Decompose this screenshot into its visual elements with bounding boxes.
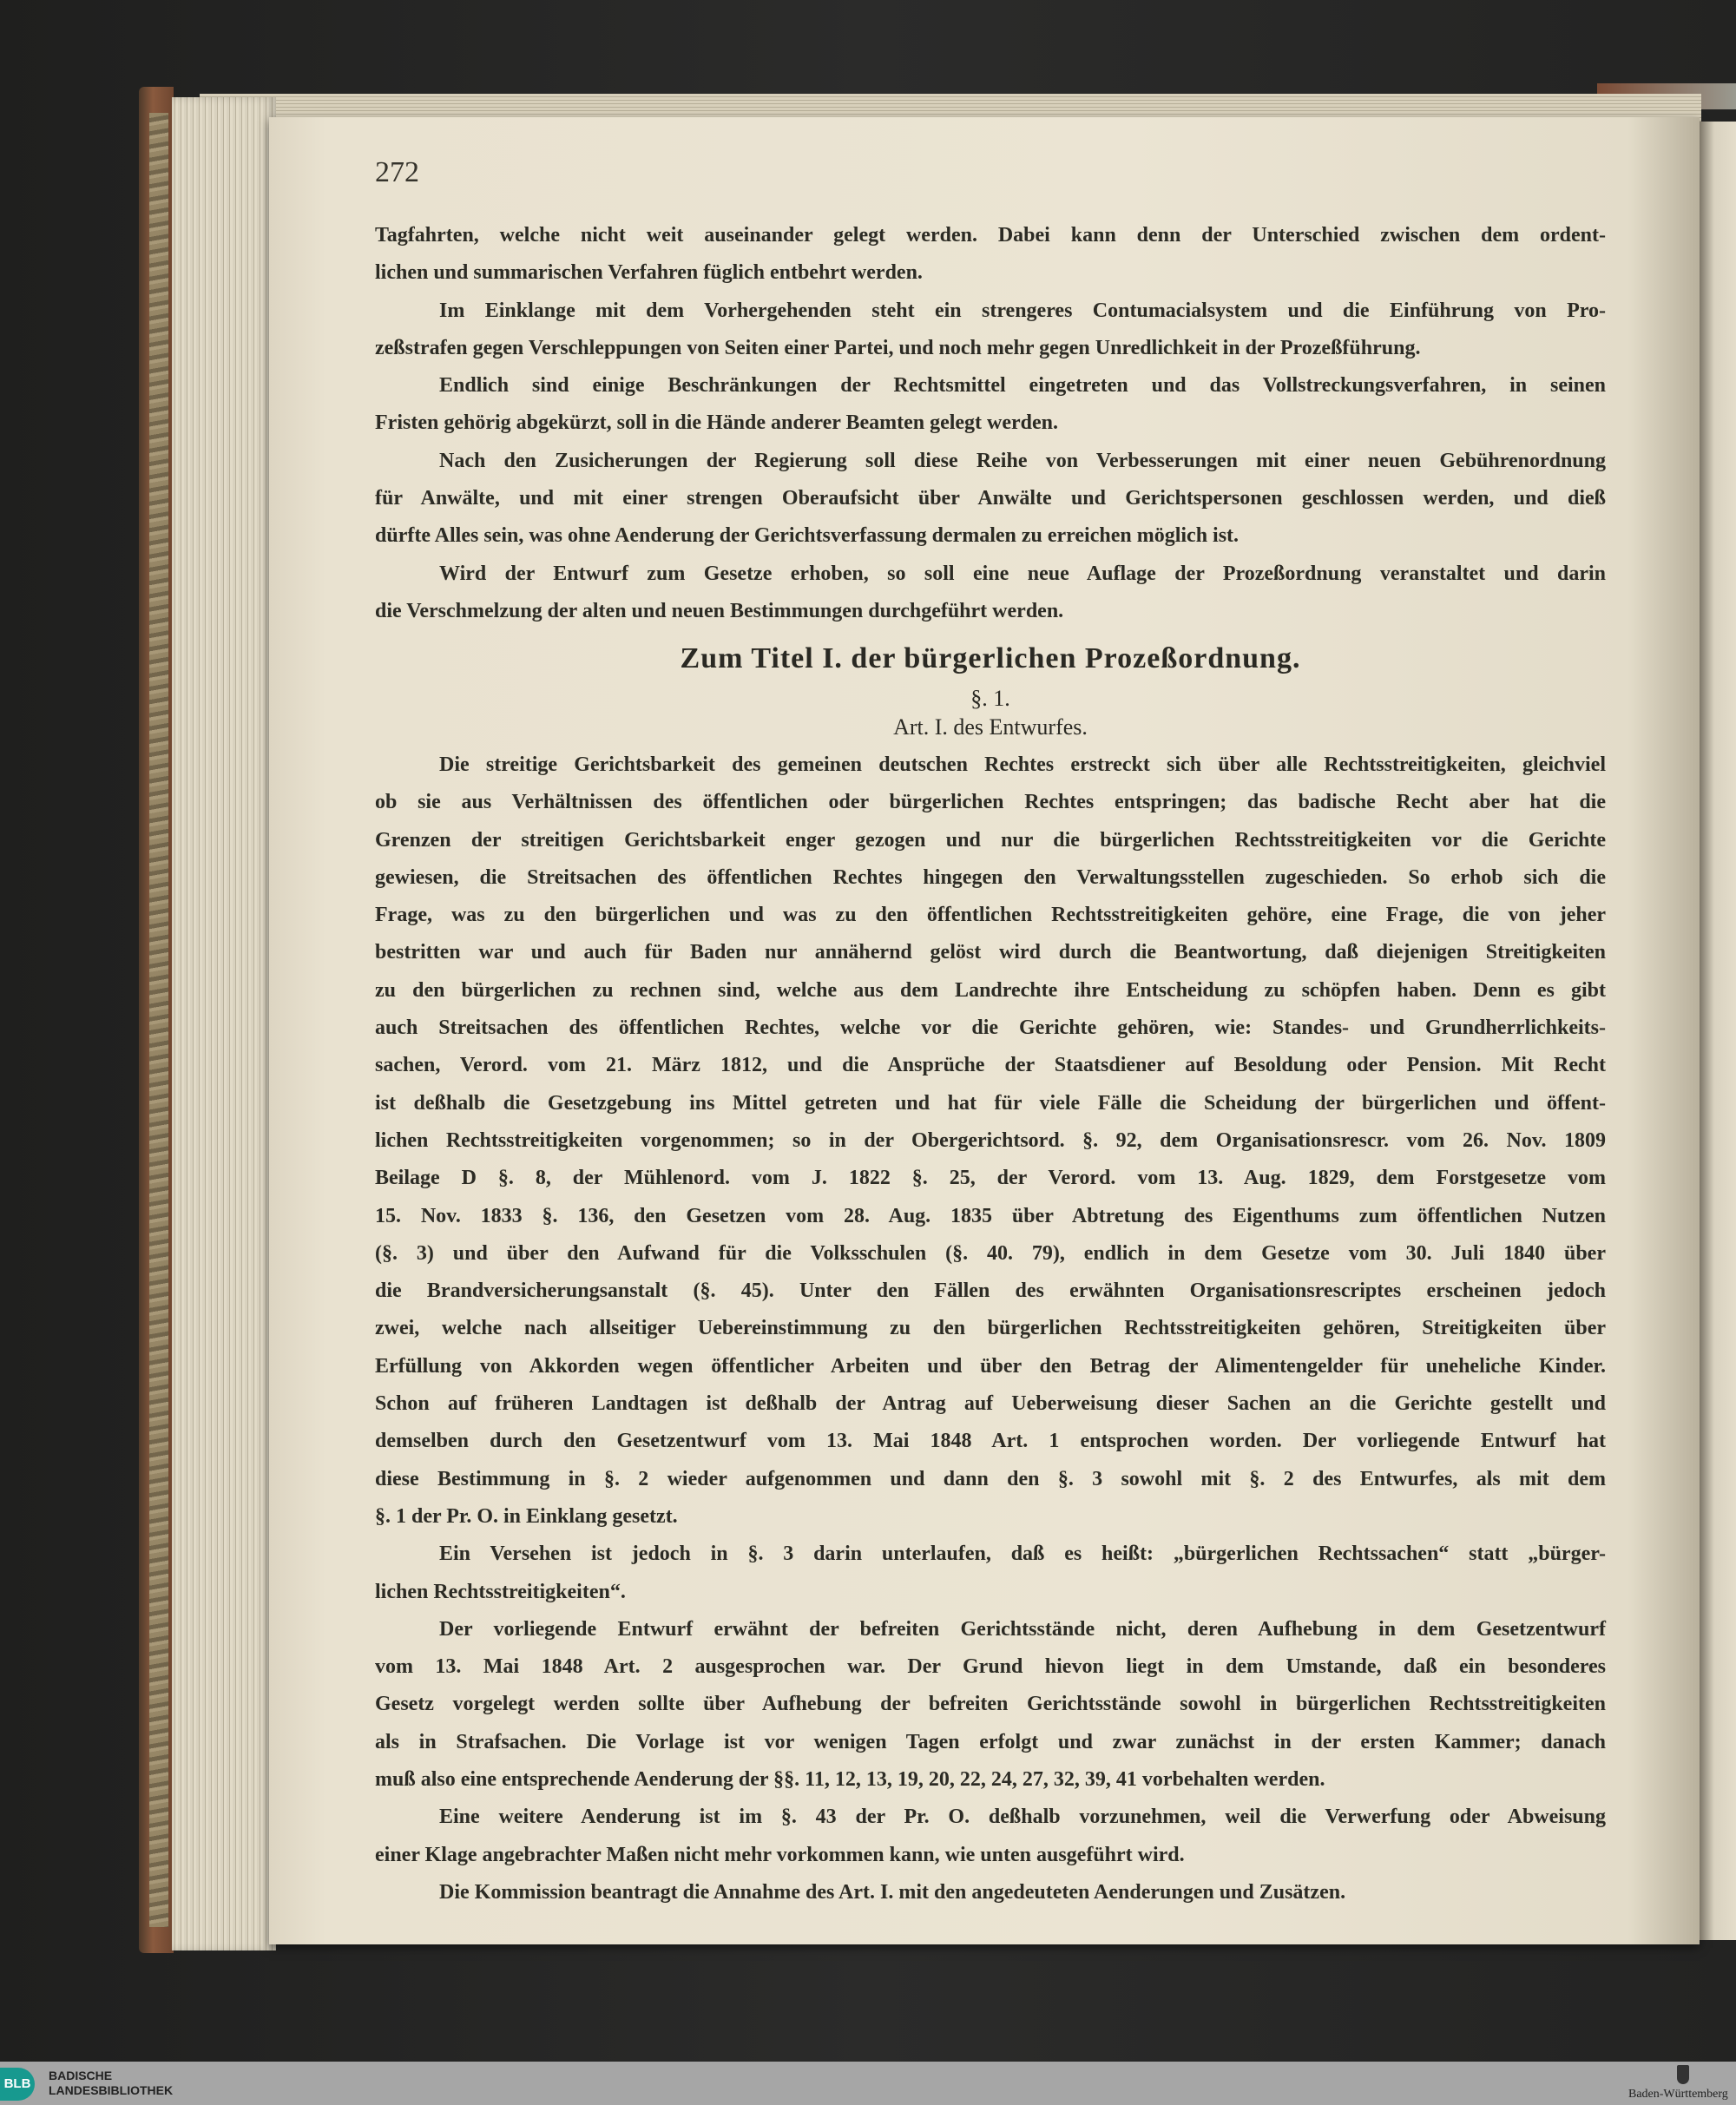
footer-bar — [0, 2062, 1736, 2105]
text-line: lichen Rechtsstreitigkeiten vorgenommen; so in der Obergerichtsord. §. 92, dem Organisationsrescr. vom 26. Nov. 1809 — [375, 1128, 1606, 1152]
paragraph — [375, 217, 1606, 293]
text-line: Beilage D §. 8, der Mühlenord. vom J. 1822 §. 25, der Verord. vom 13. Aug. 1829, dem Forstgesetze vom — [375, 1167, 1606, 1190]
text-line: §. 1 der Pr. O. in Einklang gesetzt. — [375, 1504, 678, 1528]
text-line: Wird der Entwurf zum Gesetze erhoben, so soll eine neue Auflage der Prozeßordnung veranstaltet und darin — [439, 562, 1606, 585]
text-line: muß also eine entsprechende Aenderung der §§. 11, 12, 13, 19, 20, 22, 24, 27, 32, 39, 41 vorbehalten werden. — [375, 1768, 1325, 1792]
text-line: Nach den Zusicherungen der Regierung soll diese Reihe von Verbesserungen mit einer neuen Gebührenordnung — [439, 449, 1606, 472]
paragraph — [375, 1799, 1606, 1874]
state-name: Baden-Württemberg — [1628, 2088, 1728, 2101]
library-name-line1: BADISCHE — [49, 2069, 113, 2082]
text-block-intro — [375, 217, 1606, 630]
text-block-body — [375, 747, 1606, 1911]
library-name — [49, 2069, 173, 2098]
paragraph — [375, 747, 1606, 1536]
text-line: diese Bestimmung in §. 2 wieder aufgenommen und dann den §. 3 sowohl mit §. 2 des Entwurfes, als mit dem — [375, 1467, 1606, 1490]
text-line: sachen, Verord. vom 21. März 1812, und die Ansprüche der Staatsdiener auf Besoldung oder Pension. Mit Recht — [375, 1054, 1606, 1077]
text-line: Frage, was zu den bürgerlichen und was zu den öffentlichen Rechtsstreitigkeiten gehöre, eine Frage, die von jeher — [375, 904, 1606, 927]
text-line: lichen Rechtsstreitigkeiten“. — [375, 1580, 626, 1603]
text-line: die Brandversicherungsanstalt (§. 45). Unter den Fällen des erwähnten Organisationsrescriptes erscheinen jedoch — [375, 1279, 1606, 1303]
text-line: ist deßhalb die Gesetzgebung ins Mittel getreten und hat für viele Fälle die Scheidung der bürgerlichen und öffent- — [375, 1091, 1606, 1115]
text-line: Tagfahrten, welche nicht weit auseinander gelegt werden. Dabei kann denn der Unterschied zwischen dem ordent- — [375, 224, 1606, 247]
text-line: lichen und summarischen Verfahren füglich entbehrt werden. — [375, 261, 923, 285]
text-line: dürfte Alles sein, was ohne Aenderung der Gerichtsverfassung dermalen zu erreichen möglich ist. — [375, 524, 1240, 548]
library-name-line2: LANDESBIBLIOTHEK — [49, 2083, 174, 2097]
section-article: Art. I. des Entwurfes. — [893, 714, 1088, 740]
paragraph — [375, 443, 1606, 556]
text-line: Der vorliegende Entwurf erwähnt der befreiten Gerichtsstände nicht, deren Aufhebung in dem Gesetzentwurf — [439, 1617, 1606, 1641]
facing-page-edge — [1700, 122, 1736, 1940]
paragraph — [375, 293, 1606, 368]
text-line: ob sie aus Verhältnissen des öffentlichen oder bürgerlichen Rechtes entspringen; das badische Recht aber hat die — [375, 791, 1606, 814]
text-line: bestritten war und auch für Baden nur annähernd gelöst wird durch die Beantwortung, daß diejenigen Streitigkeiten — [375, 941, 1606, 964]
text-line: Die streitige Gerichtsbarkeit des gemeinen deutschen Rechtes erstreckt sich über alle Rechtsstreitigkeiten, gleichviel — [439, 753, 1606, 776]
text-line: Fristen gehörig abgekürzt, soll in die Hände anderer Beamten gelegt werden. — [375, 411, 1059, 435]
text-line: Eine weitere Aenderung ist im §. 43 der Pr. O. deßhalb vorzunehmen, weil die Verwerfung oder Abweisung — [439, 1806, 1606, 1829]
text-line: zwei, welche nach allseitiger Uebereinstimmung zu den bürgerlichen Rechtsstreitigkeiten gehören, Streitigkeiten über — [375, 1317, 1606, 1340]
page-number: 272 — [375, 156, 419, 188]
text-line: für Anwälte, und mit einer strengen Oberaufsicht über Anwälte und Gerichtspersonen geschlossen werden, und dieß — [375, 487, 1606, 510]
text-line: demselben durch den Gesetzentwurf vom 13. Mai 1848 Art. 1 entsprochen worden. Der vorliegende Entwurf hat — [375, 1430, 1606, 1453]
text-line: 15. Nov. 1833 §. 136, den Gesetzen vom 28. Aug. 1835 über Abtretung des Eigenthums zum öffentlichen Nutzen — [375, 1204, 1606, 1227]
text-line: zu den bürgerlichen zu rechnen sind, welche aus dem Landrechte ihre Entscheidung zu schöpfen haben. Denn es gibt — [375, 978, 1606, 1002]
text-line: einer Klage angebrachter Maßen nicht mehr vorkommen kann, wie unten ausgeführt wird. — [375, 1843, 1185, 1866]
paragraph — [375, 1611, 1606, 1799]
text-line: Grenzen der streitigen Gerichtsbarkeit enger gezogen und nur die bürgerlichen Rechtsstreitigkeiten vor die Gerichte — [375, 828, 1606, 852]
text-line: als in Strafsachen. Die Vorlage ist vor wenigen Tagen erfolgt und zwar zunächst in der ersten Kammer; danach — [375, 1730, 1606, 1753]
section-title: Zum Titel I. der bürgerlichen Prozeßordnung. — [680, 642, 1301, 674]
text-line: vom 13. Mai 1848 Art. 2 ausgesprochen war. Der Grund hievon liegt in dem Umstande, daß ein besonderes — [375, 1655, 1606, 1679]
marbled-endpaper — [149, 113, 168, 1927]
text-line: zeßstrafen gegen Verschleppungen von Seiten einer Partei, und noch mehr gegen Unredlichkeit in der Prozeßführung. — [375, 336, 1421, 359]
text-line: Im Einklange mit dem Vorhergehenden steht ein strengeres Contumacialsystem und die Einführung von Pro- — [439, 299, 1606, 322]
text-line: auch Streitsachen des öffentlichen Rechtes, welche vor die Gerichte gehören, wie: Standes- und Grundherrlichkeits- — [375, 1016, 1606, 1040]
blb-logo: BLB — [0, 2068, 35, 2101]
text-line: Erfüllung von Akkorden wegen öffentlicher Arbeiten und über den Betrag der Alimentengelder für uneheliche Kinder. — [375, 1354, 1606, 1378]
text-line: (§. 3) und über den Aufwand für die Volksschulen (§. 40. 79), endlich in dem Gesetze vom 30. Juli 1840 über — [375, 1241, 1606, 1265]
text-line: Endlich sind einige Beschränkungen der Rechtsmittel eingetreten und das Vollstreckungsverfahren, in seinen — [439, 374, 1606, 398]
text-line: gewiesen, die Streitsachen des öffentlichen Rechtes hingegen den Verwaltungsstellen zugeschieden. So erhob sich die — [375, 865, 1606, 889]
paragraph — [375, 367, 1606, 443]
paragraph — [375, 1874, 1606, 1911]
text-line: Die Kommission beantragt die Annahme des Art. I. mit den angedeuteten Aenderungen und Zusätzen. — [439, 1880, 1346, 1904]
text-line: Schon auf früheren Landtagen ist deßhalb der Antrag auf Ueberweisung dieser Sachen an die Gerichte gestellt und — [375, 1392, 1606, 1416]
text-line: Ein Versehen ist jedoch in §. 3 darin unterlaufen, daß es heißt: „bürgerlichen Rechtssachen“ statt „bürger- — [439, 1543, 1606, 1566]
text-line: die Verschmelzung der alten und neuen Bestimmungen durchgeführt werden. — [375, 599, 1064, 622]
text-line: Gesetz vorgelegt werden sollte über Aufhebung der befreiten Gerichtsstände sowohl in bürgerlichen Rechtsstreitigkeiten — [375, 1693, 1606, 1716]
section-paragraph-number: §. 1. — [970, 686, 1010, 711]
page-stack-left — [172, 97, 276, 1950]
paragraph — [375, 556, 1606, 631]
paragraph — [375, 1536, 1606, 1611]
coat-of-arms-icon — [1677, 2065, 1689, 2084]
